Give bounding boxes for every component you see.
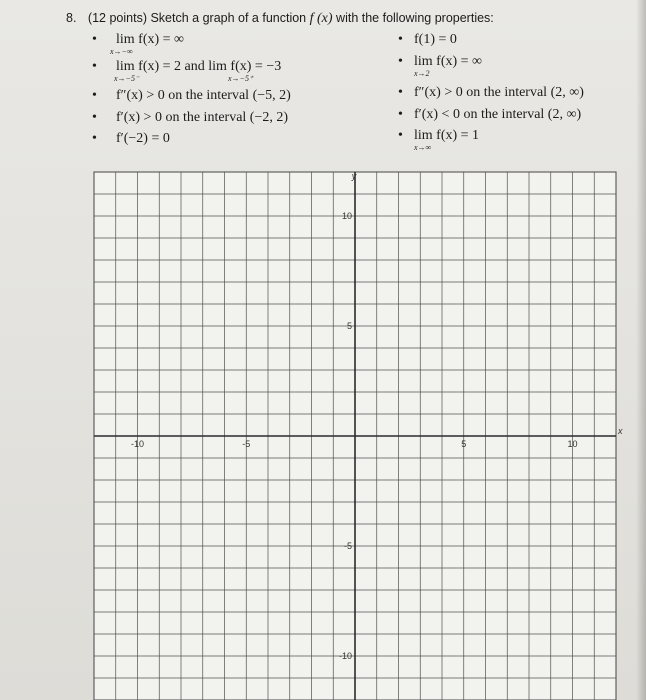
y-tick-label: 10 (341, 211, 352, 221)
bullet-icon: • (92, 32, 97, 47)
y-tick-label: 5 (346, 321, 352, 331)
property-expression: f″(x) > 0 on the interval (−5, 2) (116, 88, 291, 103)
problem-points: (12 points) (87, 11, 147, 25)
bullet-icon: • (398, 54, 403, 69)
bullet-icon: • (92, 88, 97, 103)
y-tick-label: -10 (338, 651, 352, 661)
limit-subscript-right: x→−5⁺ (228, 74, 254, 83)
property-expression: lim f(x) = 2 and lim f(x) = −3 (116, 59, 282, 74)
y-tick-label: -5 (343, 541, 352, 551)
x-tick-label: -5 (242, 439, 251, 449)
limit-subscript-left: x→−5⁻ (114, 74, 140, 83)
x-tick-label: 5 (461, 439, 467, 449)
problem-prompt-a: Sketch a graph of a function (150, 11, 307, 25)
bullet-icon: • (398, 107, 403, 122)
limit-subscript: x→2 (414, 69, 430, 78)
x-tick-label: 10 (567, 439, 578, 449)
property-expression: f(1) = 0 (414, 32, 457, 47)
bullet-icon: • (398, 128, 403, 143)
property-expression: f′(−2) = 0 (116, 131, 170, 146)
bullet-icon: • (398, 32, 403, 47)
property-expression: lim f(x) = 1 (414, 128, 480, 143)
bullet-icon: • (92, 131, 97, 146)
limit-subscript: x→∞ (414, 143, 432, 152)
limit-subscript: x→−∞ (110, 47, 133, 56)
problem-number: 8. (66, 11, 77, 25)
problem-prompt-b: with the following properties: (336, 11, 494, 25)
property-expression: f′(x) < 0 on the interval (2, ∞) (414, 107, 582, 122)
property-expression: f′(x) > 0 on the interval (−2, 2) (116, 110, 289, 125)
property-expression: lim f(x) = ∞ (414, 54, 483, 69)
bullet-icon: • (92, 110, 97, 125)
bullet-icon: • (398, 85, 403, 100)
property-expression: f″(x) > 0 on the interval (2, ∞) (414, 85, 584, 100)
x-axis-label: x (618, 426, 623, 436)
function-name: f (x) (309, 11, 333, 26)
property-expression: lim f(x) = ∞ (116, 32, 185, 47)
x-tick-label: -10 (130, 439, 145, 449)
bullet-icon: • (92, 59, 97, 74)
y-axis-label: y (351, 171, 357, 181)
